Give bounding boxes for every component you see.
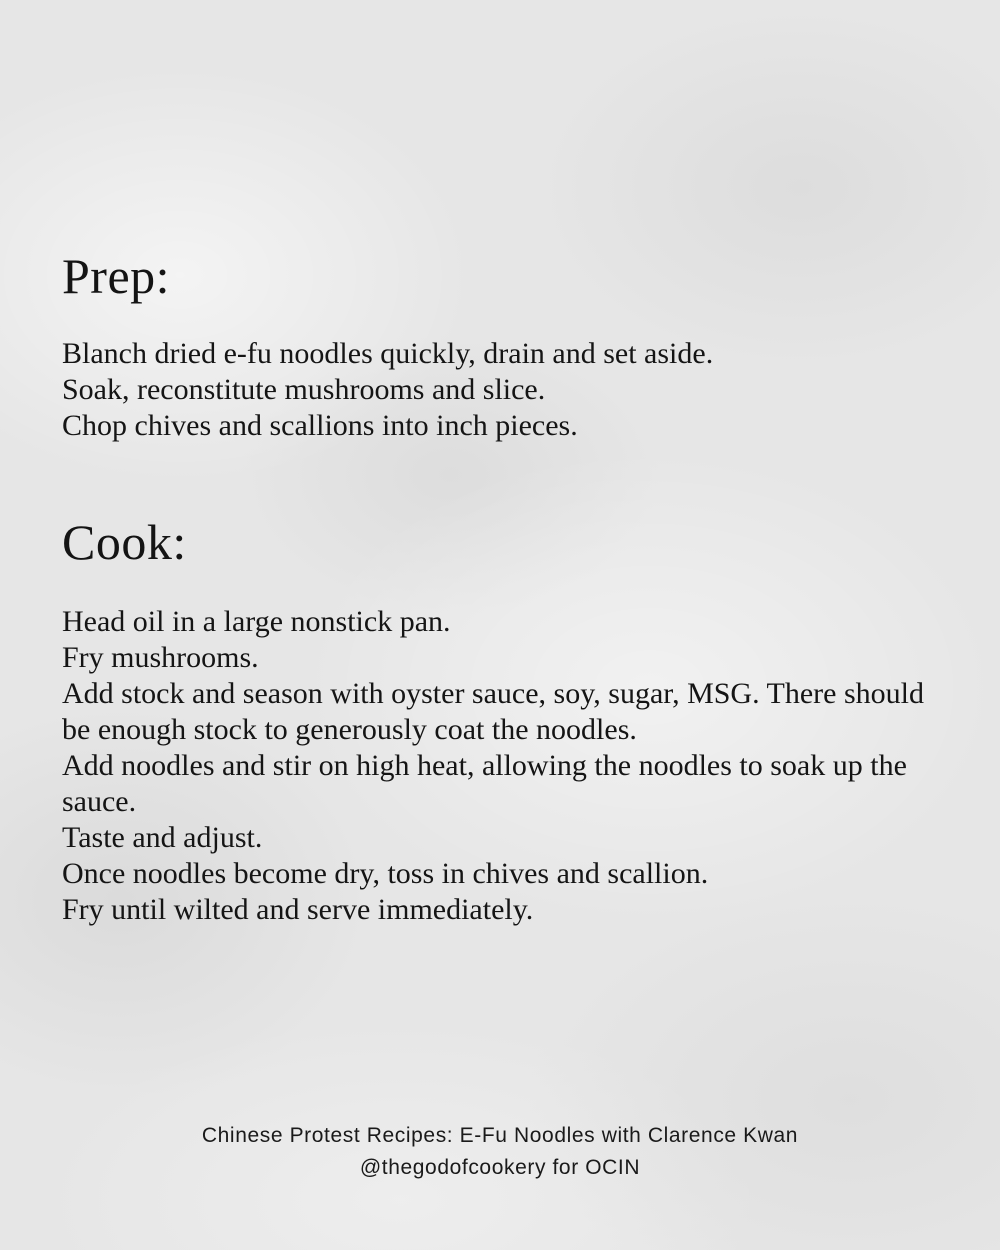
prep-step: Chop chives and scallions into inch pieces.	[62, 409, 578, 442]
author-credit: @thegodofcookery for OCIN	[359, 1156, 641, 1179]
cook-steps-list	[62, 604, 942, 928]
cook-step: Head oil in a large nonstick pan.	[62, 605, 451, 638]
prep-heading: Prep:	[62, 248, 171, 304]
recipe-series-title: Chinese Protest Recipes: E-Fu Noodles with Clarence Kwan	[201, 1124, 799, 1147]
cook-step: Fry until wilted and serve immediately.	[62, 893, 534, 926]
prep-step: Soak, reconstitute mushrooms and slice.	[62, 373, 546, 406]
cook-step: Fry mushrooms.	[62, 641, 259, 674]
cook-heading: Cook:	[62, 514, 187, 570]
recipe-content	[62, 246, 942, 928]
prep-steps-list	[62, 336, 942, 444]
cook-step: Once noodles become dry, toss in chives and scallion.	[62, 857, 709, 890]
cook-step: Add stock and season with oyster sauce, soy, sugar, MSG. There should be enough stock to generously coat the noodles.	[62, 677, 925, 746]
prep-step: Blanch dried e-fu noodles quickly, drain and set aside.	[62, 337, 714, 370]
credits-footer	[0, 1120, 1000, 1184]
cook-step: Taste and adjust.	[62, 821, 263, 854]
cook-step: Add noodles and stir on high heat, allowing the noodles to soak up the sauce.	[62, 749, 907, 818]
